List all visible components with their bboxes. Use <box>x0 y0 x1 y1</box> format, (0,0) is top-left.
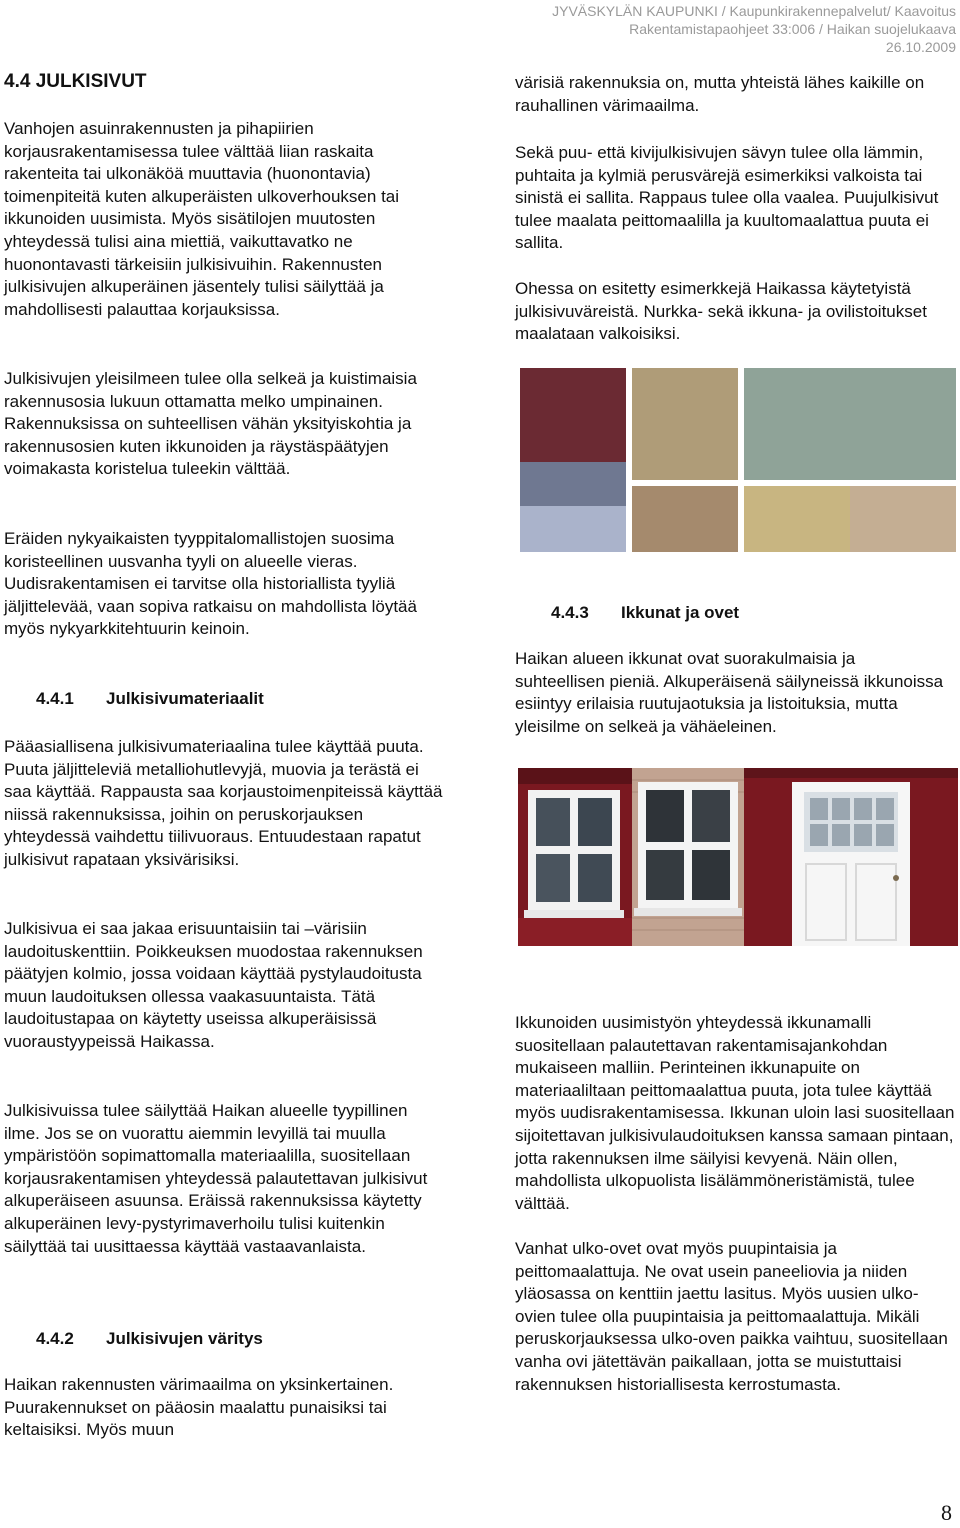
section-heading: 4.4 JULKISIVUT <box>4 71 147 92</box>
subheading-title: Julkisivujen väritys <box>106 1329 263 1348</box>
subheading-4-4-1 <box>36 688 456 711</box>
paragraph-3: Eräiden nykyaikaisten tyyppitalomallistojen suosima koristeellinen uusvanha tyyli on alueelle vieras. Uudisrakentamisen ei tarvitse olla historiallista tyyliä jäljittelevää, vaan sopiva ratkaisu on mahdollista löytää myös nykyarkkitehtuurin keinoin. <box>4 529 417 639</box>
right-paragraph-1: värisiä rakennuksia on, mutta yhteistä lähes kaikille on rauhallinen värimaailma. <box>515 73 925 115</box>
swatch-grey-green <box>744 368 956 480</box>
white-door-illustration <box>744 768 958 946</box>
swatch-slate-blue <box>520 462 626 506</box>
paragraph-2: Julkisivujen yleisilmeen tulee olla selkeä ja kuistimaisia rakennusosia lukuun ottamatta melko umpinainen. Rakennuksissa on suhteellisen vähän yksityiskohtia ja rakennusosien kuten ikkunoiden ja räystäspäätyjen voimakasta koristelua tuleekin välttää. <box>4 369 417 479</box>
swatch-beige <box>850 486 956 552</box>
right-paragraph-3: Ohessa on esitetty esimerkkejä Haikassa käytetyistä julkisivuväreistä. Nurkka- sekä ikkuna- ja ovilistoitukset maalataan valkoisiksi. <box>515 279 927 344</box>
right-paragraph-2: Sekä puu- että kivijulkisivujen sävyn tulee olla lämmin, puhtaita ja kylmiä perusvärejä esimerkiksi valkoista tai sinistä ei sallita. Rappaus tulee olla vaalea. Puujulkisivut tulee maalata peittomaalilla ja kuultomaalattua puuta ei sallita. <box>515 143 939 253</box>
document-header <box>552 2 956 56</box>
subheading-4-4-3 <box>551 602 951 625</box>
swatch-brown-tan <box>632 486 738 552</box>
paragraph-7: Haikan rakennusten värimaailma on yksinkertainen. Puurakennukset on pääosin maalattu punaisiksi tai keltaisiksi. Myös muun <box>4 1375 394 1440</box>
photo-beige-window <box>632 768 744 946</box>
red-window-illustration <box>518 768 632 946</box>
photo-white-door <box>744 768 958 946</box>
header-line-3: 26.10.2009 <box>885 39 956 55</box>
paragraph-5: Julkisivua ei saa jakaa erisuuntaisiin tai –värisiin laudoituskenttiin. Poikkeuksen muodostaa rakennuksen päätyjen kolmio, jossa voidaan käyttää pystylaudoitusta muun laudoituksen ollessa vaakasuuntaista. Tätä laudoitustapaa on käytetty useissa alkuperäisissä vuoraustyypeissä Haikassa. <box>4 919 423 1051</box>
swatch-light-blue <box>520 506 626 552</box>
swatch-khaki <box>632 368 738 480</box>
swatch-yellow-ochre <box>744 486 850 552</box>
header-line-1: JYVÄSKYLÄN KAUPUNKI / Kaupunkirakennepalvelut/ Kaavoitus <box>552 3 956 19</box>
beige-window-illustration <box>632 768 744 946</box>
subheading-4-4-2 <box>36 1328 456 1351</box>
subheading-number: 4.4.2 <box>36 1329 74 1348</box>
subheading-title: Julkisivumateriaalit <box>106 689 264 708</box>
right-paragraph-6: Vanhat ulko-ovet ovat myös puupintaisia ja peittomaalattuja. Ne ovat usein paneeliovia ja niiden yläosassa on kenttiin jaettu lasitus. Myös uusien ulko-ovien tulee olla puupintaisia ja peittomaalattuja. Mikäli peruskorjauksessa ulko-oven paikka vaihtuu, suositellaan vanha ovi jätettävän paikallaan, jotta se muistuttaisi rakennuksen historiallisesta kerrostumasta. <box>515 1239 948 1394</box>
right-paragraph-5: Ikkunoiden uusimistyön yhteydessä ikkunamalli suositellaan palautettavan rakentamisajankohdan mukaiseen malliin. Perinteinen ikkunapuite on materiaaliltaan peittomaalattua puuta, jota tulee käyttää myös uudisrakentamisessa. Ikkunan uloin lasi suositellaan sijoitettavan julkisivulaudoituksen kanssa samaan pintaan, jotta rakennuksen ilme säilyisi kevyenä. Näin ollen, mahdollista ulkopuolista lisälämmöneristämistä, tulee välttää. <box>515 1013 955 1213</box>
swatch-dark-red <box>520 368 626 462</box>
paragraph-1: Vanhojen asuinrakennusten ja pihapiirien korjausrakentamisessa tulee välttää liian raskaita rakenteita tai ulkonäköä muuttavia (huonontavia) toimenpiteitä kuten alkuperäisten ulkoverhouksen tai ikkunoiden uusimista. Myös sisätilojen muutosten yhteydessä tulisi aina miettiä, vaikuttavatko ne huonontavasti tärkeisiin julkisivuihin. Rakennusten julkisivujen alkuperäinen jäsentely tulisi säilyttää ja mahdollisesti palauttaa korjauksissa. <box>4 119 400 319</box>
paragraph-4: Pääasiallisena julkisivumateriaalina tulee käyttää puuta. Puuta jäljitteleviä metalliohutlevyjä, muovia ja terästä ei saa käyttää. Rappausta saa korjaustoimenpiteissä käyttää niissä rakennuksissa, joihin on peruskorjauksen yhteydessä vaihdettu tiilivuoraus. Entuudestaan rapatut julkisivut rapataan yksivärisiksi. <box>4 737 443 869</box>
subheading-title: Ikkunat ja ovet <box>621 603 740 622</box>
subheading-number: 4.4.3 <box>551 603 589 622</box>
page-number: 8 <box>941 1500 952 1525</box>
subheading-number: 4.4.1 <box>36 689 74 708</box>
paragraph-6: Julkisivuissa tulee säilyttää Haikan alueelle tyypillinen ilme. Jos se on vuorattu aiemmin levyillä tai muulla ympäristöön sopimattomalla materiaalilla, suositellaan korjausrakentamisen yhteydessä palautettavan julkisivut alkuperäiseen asuunsa. Eräissä rakennuksissa käytetty alkuperäinen levy-pystyrimaverhoilu tulisi kuitenkin säilyttää tai uusittaessa käyttää vastaavanlaista. <box>4 1101 428 1256</box>
right-paragraph-4: Haikan alueen ikkunat ovat suorakulmaisia ja suhteellisen pieniä. Alkuperäisenä säilyneissä ikkunoissa esiintyy erilaisia ruutujaotuksia ja listoituksia, mutta yleisilme on selkeä ja vähäeleinen. <box>515 649 944 736</box>
photo-red-window <box>518 768 632 946</box>
header-line-2: Rakentamistapaohjeet 33:006 / Haikan suojelukaava <box>629 21 956 37</box>
